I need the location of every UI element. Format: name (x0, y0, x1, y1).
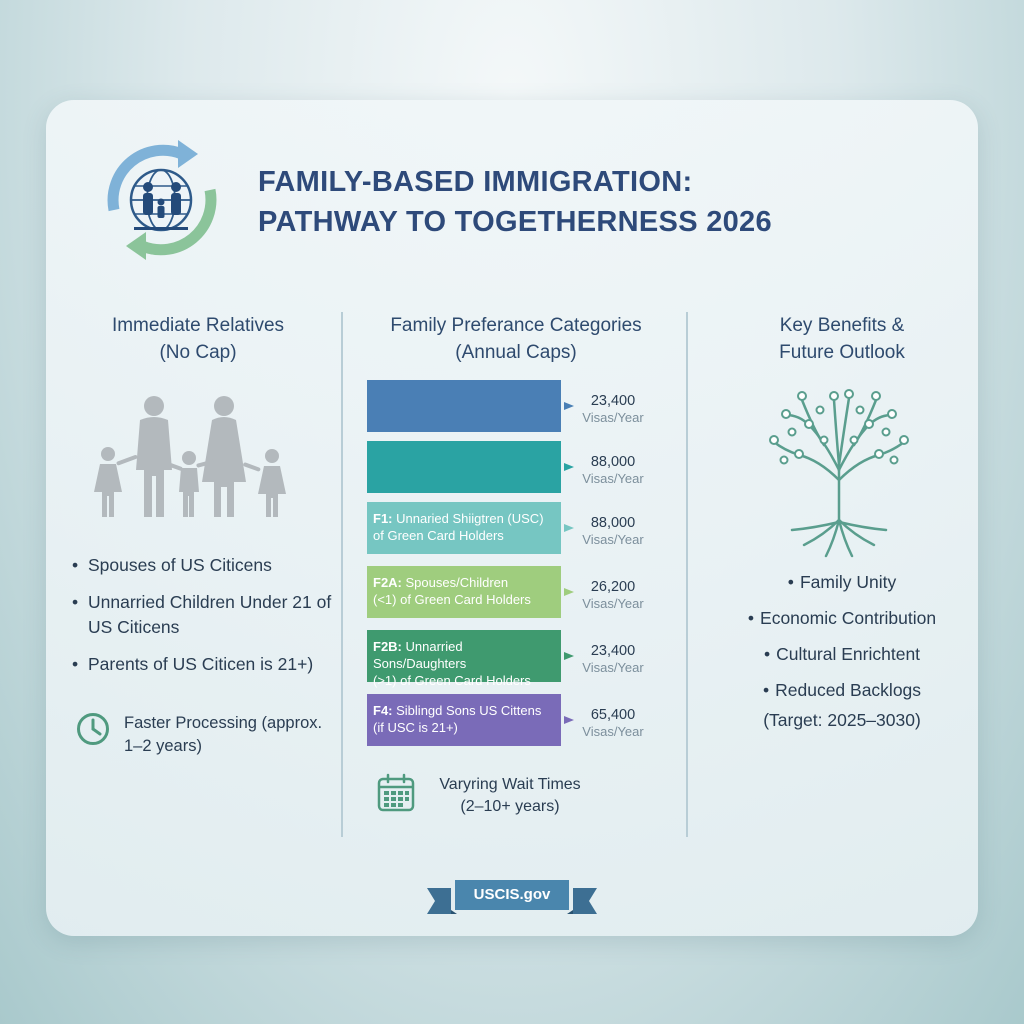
bar-label-text: Unnarried Sons/Daughters (373, 639, 467, 671)
note-line: (2–10+ years) (460, 798, 560, 815)
visa-unit: Visas/Year (582, 471, 644, 486)
category-code: F2B: (373, 639, 402, 654)
list-item: • Economic Contribution (747, 608, 937, 628)
category-bar (367, 502, 561, 554)
heading-line: Immediate Relatives (111, 315, 285, 336)
bar-label-line (373, 702, 555, 719)
benefits-list (700, 570, 984, 714)
visa-unit: Visas/Year (582, 532, 644, 547)
category-bar (367, 380, 561, 432)
bar-label-line: (<1) of Green Card Holders (373, 592, 531, 607)
clock-icon (76, 712, 110, 746)
list-item: • Unnarried Children Under 21 of US Citicens (72, 590, 334, 640)
immediate-relatives-heading (62, 312, 334, 366)
category-bar (367, 441, 561, 493)
list-item: • Parents of US Citicen is 21+) (72, 652, 334, 677)
bar-label-line: (>1) of Green Card Holders (373, 673, 531, 688)
category-code: F2A: (373, 575, 402, 590)
heading-line: (Annual Caps) (455, 342, 577, 363)
bar-label-line (373, 510, 555, 527)
bar-value (578, 706, 648, 740)
column-divider-left (341, 312, 343, 837)
visa-count: 88,000 (590, 515, 636, 531)
list-item: • Spouses of US Citicens (72, 553, 334, 578)
target-years: (Target: 2025–3030) (763, 710, 921, 730)
globe-family-arrows-icon (92, 132, 232, 262)
family-silhouette-icon (84, 392, 294, 522)
arrow-right-icon (564, 652, 574, 660)
heading-line: Family Preferance Categories (390, 315, 642, 336)
category-code: F4: (373, 703, 393, 718)
title-line-2: PATHWAY TO TOGETHERNESS 2026 (258, 206, 772, 238)
wait-times-note (420, 774, 600, 818)
list-item: • Cultural Enrichtent (763, 644, 921, 664)
heading-line: (No Cap) (159, 342, 237, 363)
note-line: Varyring Wait Times (439, 776, 581, 793)
title-line-1: FAMILY-BASED IMMIGRATION: (258, 166, 693, 198)
visa-count: 88,000 (590, 454, 636, 470)
bar-label-text: Unnaried Shiigtren (USC) (396, 511, 544, 526)
list-item: • Reduced Backlogs (762, 680, 922, 700)
visa-unit: Visas/Year (582, 410, 644, 425)
category-bar (367, 566, 561, 618)
bar-value (578, 453, 648, 487)
note-line: 1–2 years) (124, 737, 202, 755)
visa-count: 23,400 (590, 643, 636, 659)
category-code: F1: (373, 511, 393, 526)
arrow-right-icon (564, 402, 574, 410)
visa-count: 23,400 (590, 393, 636, 409)
visa-unit: Visas/Year (582, 724, 644, 739)
visa-unit: Visas/Year (582, 660, 644, 675)
column-divider-right (686, 312, 688, 837)
category-bar (367, 694, 561, 746)
note-line: Faster Processing (approx. (124, 714, 323, 732)
visa-unit: Visas/Year (582, 596, 644, 611)
visa-count: 26,200 (590, 579, 636, 595)
benefits-heading (700, 312, 984, 366)
arrow-right-icon (564, 588, 574, 596)
category-bar (367, 630, 561, 688)
heading-line: Future Outlook (779, 342, 905, 363)
bar-value (578, 642, 648, 676)
bar-label-line (373, 638, 555, 672)
bar-value (578, 578, 648, 612)
uscis-link[interactable]: USCIS.gov (473, 886, 551, 903)
page-title (258, 162, 878, 242)
bar-label-line: (if USC is 21+) (373, 720, 458, 735)
arrow-right-icon (564, 524, 574, 532)
preference-categories-heading (350, 312, 682, 366)
visa-count: 65,400 (590, 707, 636, 723)
heading-line: Key Benefits & (779, 315, 905, 336)
tree-icon (764, 370, 914, 560)
bar-label-line (373, 574, 555, 591)
list-item: • Family Unity (787, 572, 897, 592)
immediate-relatives-list (72, 553, 334, 689)
bar-label-text: Siblingd Sons US Cittens (396, 703, 542, 718)
arrow-right-icon (564, 716, 574, 724)
arrow-right-icon (564, 463, 574, 471)
bar-label-line: of Green Card Holders (373, 528, 504, 543)
bar-value (578, 514, 648, 548)
processing-time-note (124, 712, 334, 758)
bar-label-text: Spouses/Children (405, 575, 509, 590)
calendar-icon (376, 773, 416, 813)
bar-value (578, 392, 648, 426)
